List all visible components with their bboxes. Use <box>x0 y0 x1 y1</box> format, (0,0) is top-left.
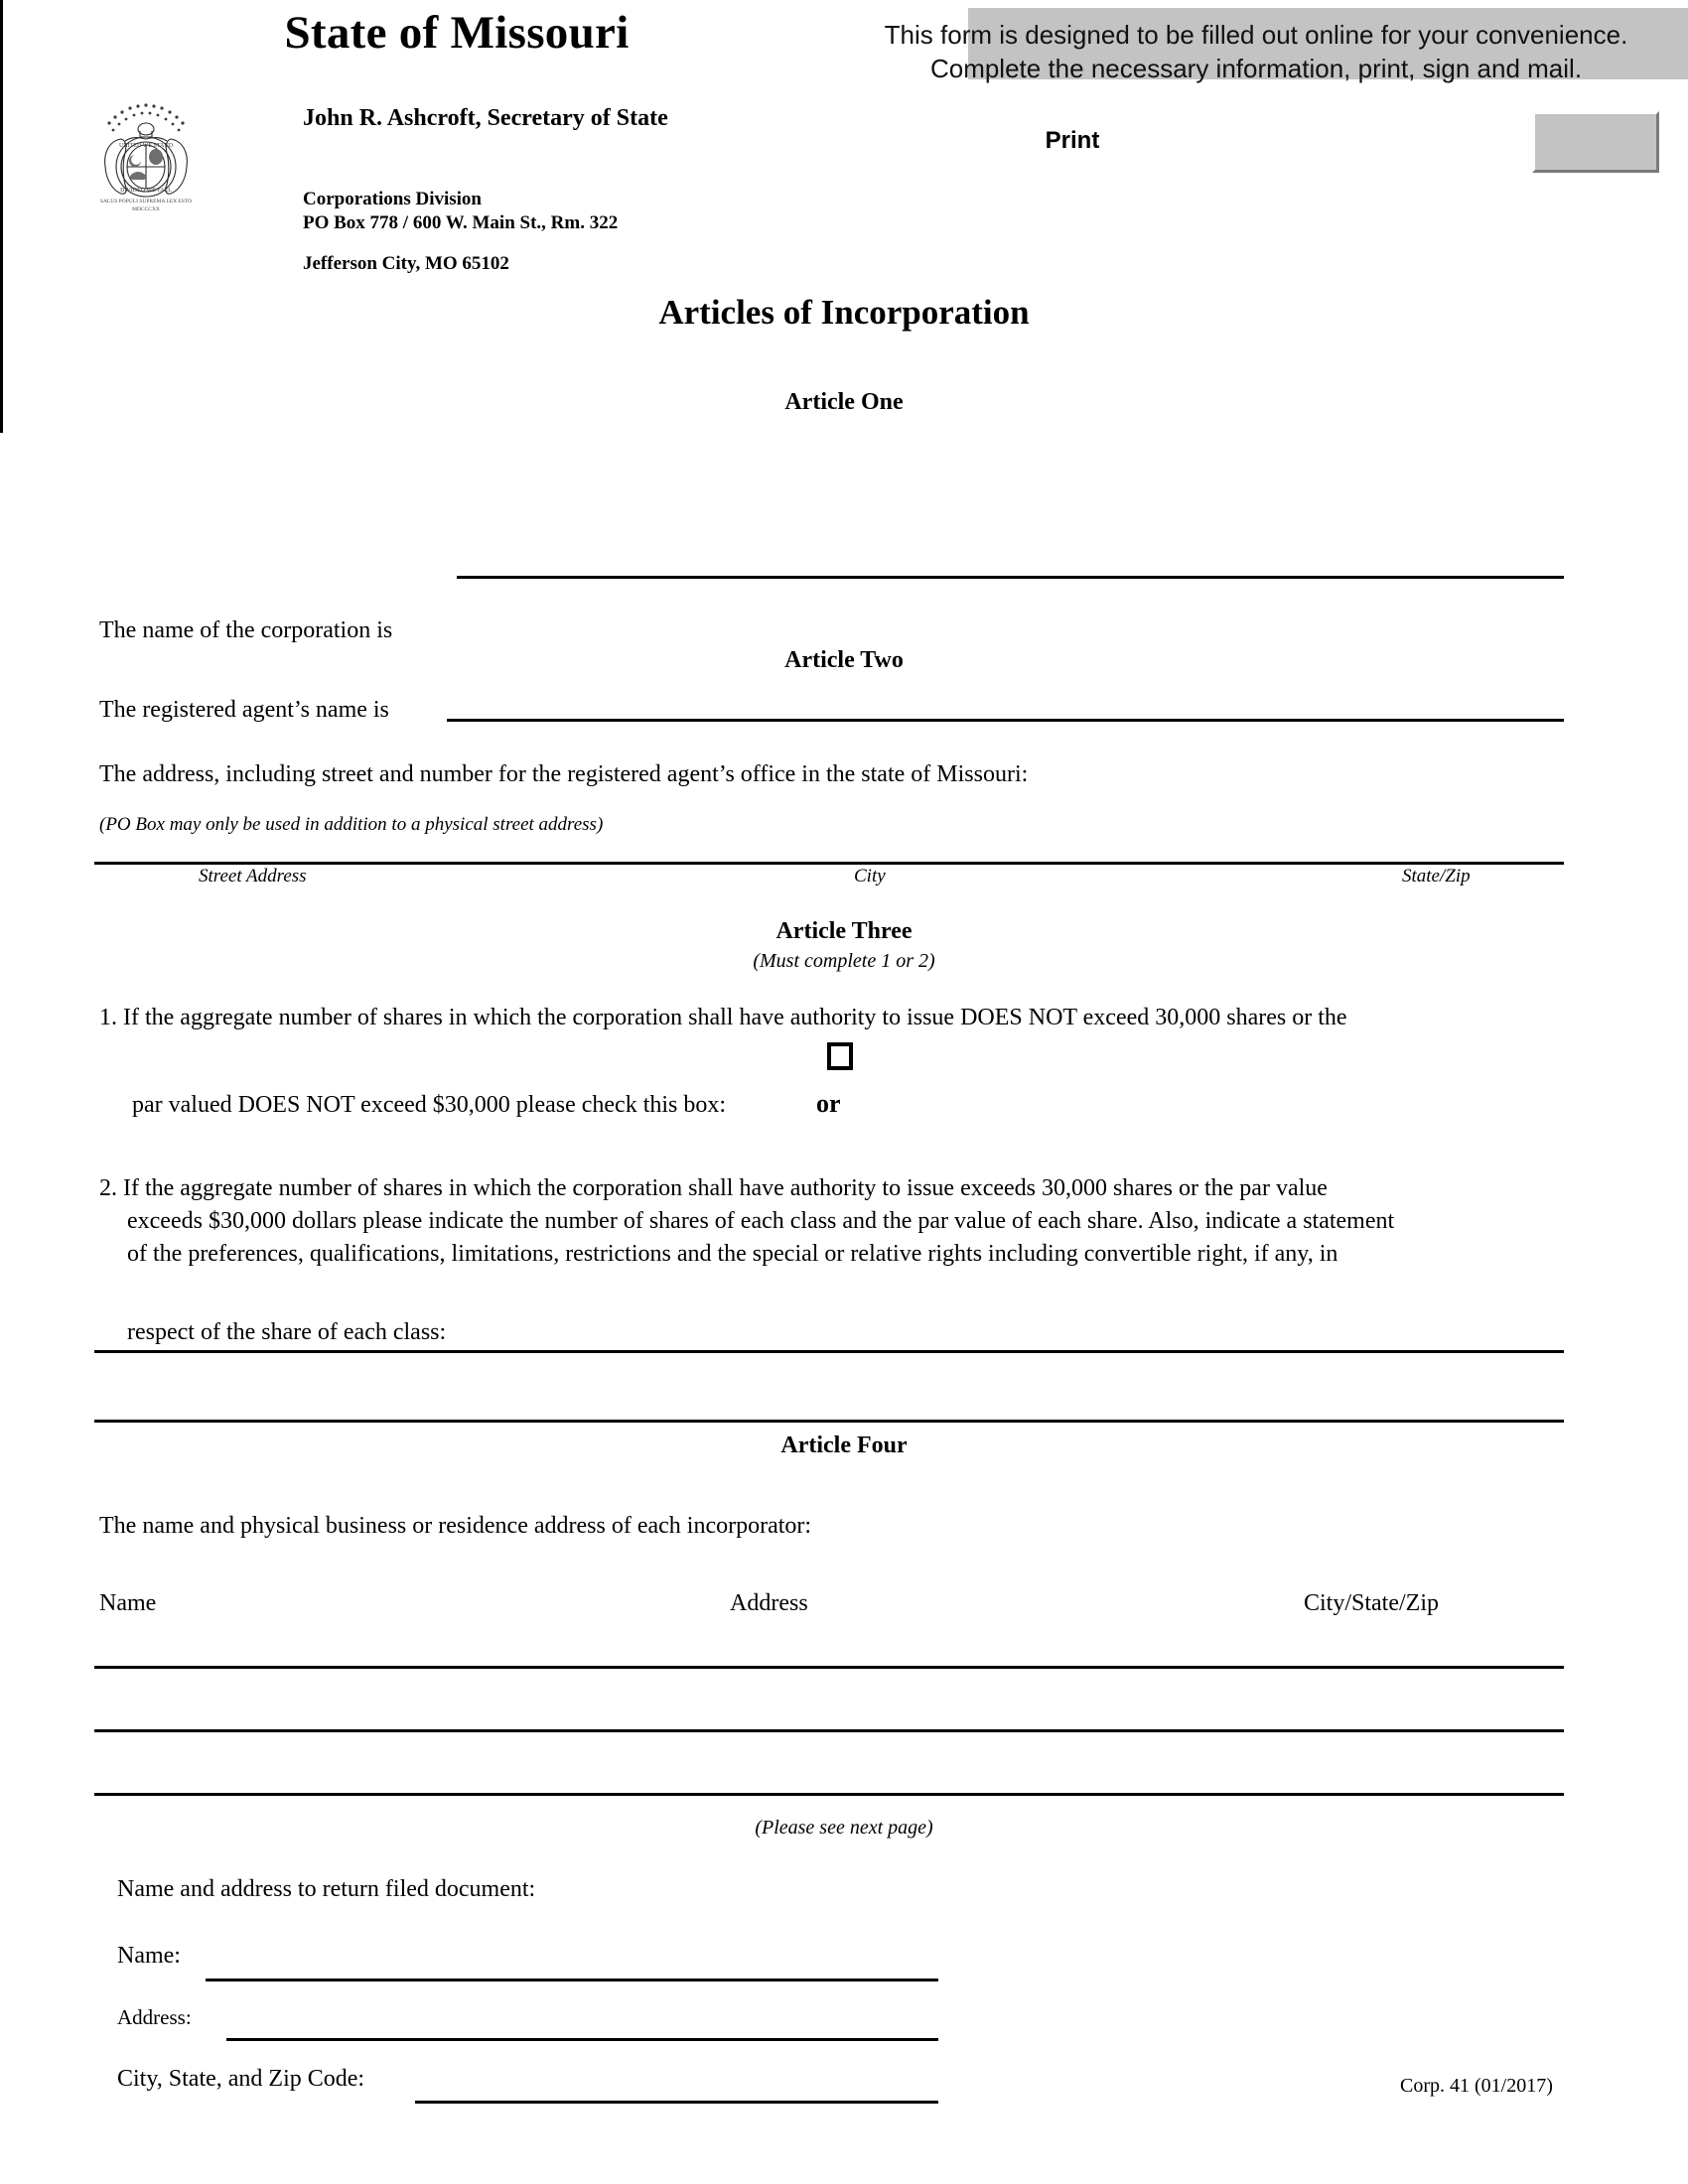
incorporator-line-2[interactable] <box>94 1729 1564 1732</box>
return-address-label: Address: <box>117 2005 192 2029</box>
svg-text:DIVIDED WE FALL: DIVIDED WE FALL <box>120 188 172 194</box>
return-city-label: City, State, and Zip Code: <box>117 2066 365 2092</box>
incorporator-address-column-label: Address <box>730 1590 808 1616</box>
city-state-zip-label: Jefferson City, MO 65102 <box>303 253 509 274</box>
article-three-item1-line2: par valued DOES NOT exceed $30,000 please check this box: <box>132 1092 727 1118</box>
secretary-of-state-name: John R. Ashcroft, Secretary of State <box>303 105 668 131</box>
agent-address-line[interactable] <box>94 862 1564 865</box>
corporations-division-label: Corporations Division <box>303 189 482 209</box>
city-column-label: City <box>854 866 886 887</box>
article-four-heading: Article Four <box>780 1433 908 1458</box>
article-three-subheading: (Must complete 1 or 2) <box>753 950 935 972</box>
return-city-line[interactable] <box>415 2101 938 2104</box>
corporation-name-label: The name of the corporation is <box>99 617 393 643</box>
mailing-address-label: PO Box 778 / 600 W. Main St., Rm. 322 <box>303 212 619 233</box>
incorporator-line-1[interactable] <box>94 1666 1564 1669</box>
shares-threshold-checkbox[interactable] <box>827 1042 853 1070</box>
registered-agent-name-line[interactable] <box>447 719 1564 722</box>
svg-text:MDCCCXX: MDCCCXX <box>132 206 160 212</box>
print-label: Print <box>1045 127 1100 154</box>
return-box-left-border <box>0 0 3 216</box>
article-two-heading: Article Two <box>784 647 904 673</box>
article-three-item2-line3: of the preferences, qualifications, limitations, restrictions and the special or relative rights including convertible right, if any, in <box>127 1241 1338 1267</box>
registered-agent-label: The registered agent’s name is <box>99 697 389 723</box>
next-page-note: (Please see next page) <box>755 1817 933 1839</box>
article-three-item2-line1: 2. If the aggregate number of shares in which the corporation shall have authority to issue exceeds 30,000 shares or the par value <box>99 1175 1328 1201</box>
incorporator-name-column-label: Name <box>99 1590 157 1616</box>
svg-text:UNITED WE STAND: UNITED WE STAND <box>118 143 174 149</box>
online-notice-text <box>824 18 1688 85</box>
incorporator-line-3[interactable] <box>94 1793 1564 1796</box>
missouri-state-seal-icon <box>91 95 201 212</box>
page-title: State of Missouri <box>284 7 630 59</box>
po-box-note: (PO Box may only be used in addition to a physical street address) <box>99 814 604 835</box>
incorporator-intro: The name and physical business or residence address of each incorporator: <box>99 1513 812 1539</box>
article-three-item2-line4: respect of the share of each class: <box>127 1319 447 1345</box>
share-class-line-2[interactable] <box>94 1420 1564 1423</box>
return-address-line[interactable] <box>226 2038 938 2041</box>
share-class-line-1[interactable] <box>94 1350 1564 1353</box>
svg-text:SALUS POPULI SUPREMA LEX ESTO: SALUS POPULI SUPREMA LEX ESTO <box>99 199 193 205</box>
return-name-label: Name: <box>117 1943 181 1969</box>
agent-address-intro: The address, including street and number for the registered agent’s office in the state of Missouri: <box>99 761 1029 787</box>
form-number-label: Corp. 41 (01/2017) <box>1400 2075 1553 2097</box>
article-three-item1-line1: 1. If the aggregate number of shares in which the corporation shall have authority to issue DOES NOT exceed 30,000 shares or the <box>99 1005 1347 1030</box>
street-address-column-label: Street Address <box>199 866 307 887</box>
print-button[interactable] <box>1532 111 1659 173</box>
return-name-line[interactable] <box>206 1979 938 1981</box>
corporation-name-line[interactable] <box>457 576 1564 579</box>
article-three-heading: Article Three <box>775 918 913 944</box>
state-zip-column-label: State/Zip <box>1402 866 1471 887</box>
article-three-or-label: or <box>816 1089 841 1118</box>
notice-line-2: Complete the necessary information, print, sign and mail. <box>929 54 1583 83</box>
article-three-item2-line2: exceeds $30,000 dollars please indicate the number of shares of each class and the par value of each share. Also, indicate a statement <box>127 1208 1395 1234</box>
article-one-heading: Article One <box>784 389 904 415</box>
incorporator-city-state-zip-column-label: City/State/Zip <box>1304 1590 1439 1616</box>
return-document-title: Name and address to return filed document: <box>117 1876 536 1902</box>
document-title: Articles of Incorporation <box>658 293 1030 332</box>
notice-line-1: This form is designed to be filled out online for your convenience. <box>884 20 1628 50</box>
